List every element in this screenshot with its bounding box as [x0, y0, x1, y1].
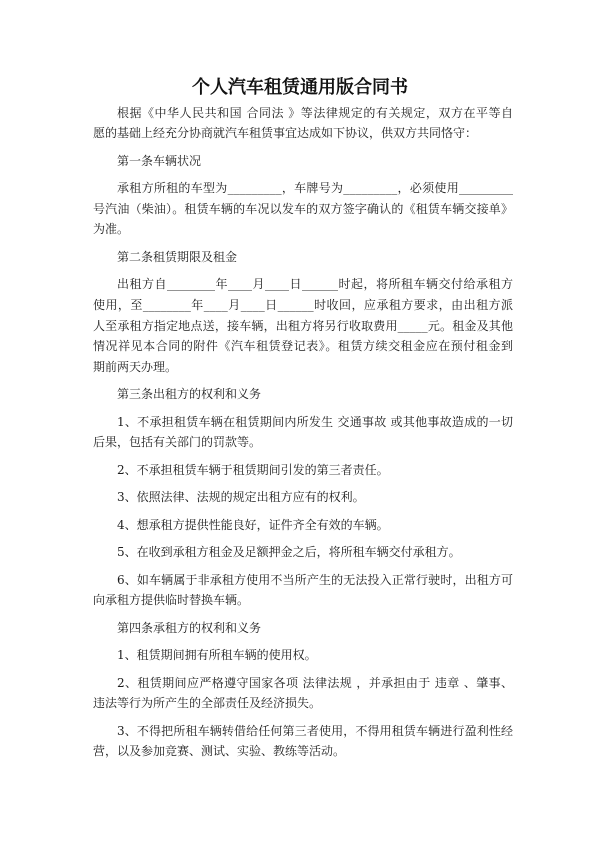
- text-line: 根据《中华人民共和国 合同法 》等法律规定的有关规定，双方在平等自: [117, 105, 513, 120]
- text-line: 期前两天办理。: [93, 359, 178, 374]
- text-line: 3、不得把所租车辆转借给任何第三者使用，不得用租赁车辆进行盈利性经: [117, 723, 513, 738]
- article-3-heading: 第三条出租方的权利和义务: [117, 387, 262, 402]
- article-3-item-3: 3、依照法律、法规的规定出租方应有的权利。: [117, 490, 365, 505]
- document-title: 个人汽车租赁通用版合同书: [192, 77, 408, 98]
- text-line: 承租方所租的车型为_________，车牌号为_________，必须使用_________: [117, 181, 513, 196]
- text-line: 出租方自________年____月____日______时起，将所租车辆交付给承租方: [117, 277, 513, 292]
- article-3-item-6: [93, 570, 513, 611]
- text-line: 为准。: [93, 222, 130, 237]
- text-line: 愿的基础上经充分协商就汽车租赁事宜达成如下协议，供双方共同恪守：: [93, 126, 478, 141]
- contract-body: [93, 103, 513, 769]
- article-2-heading: 第二条租赁期限及租金: [117, 249, 238, 264]
- article-3-item-4: 4、想承租方提供性能良好，证件齐全有效的车辆。: [117, 517, 389, 532]
- article-3-item-2: 2、不承担租赁车辆于租赁期间引发的第三者责任。: [117, 462, 389, 477]
- article-1-paragraph: [93, 178, 513, 240]
- text-line: 后果，包括有关部门的罚款等。: [93, 435, 262, 450]
- text-line: 1、不承担租赁车辆在租赁期间内所发生 交通事故 或其他事故造成的一切: [117, 414, 513, 429]
- text-line: 使用，至________年____月____日______时收回，应承租方要求，由出租方派: [93, 298, 513, 312]
- text-line: 6、如车辆属于非承租方使用不当所产生的无法投入正常行驶时，出租方可: [117, 572, 513, 587]
- article-2-paragraph: [93, 274, 513, 377]
- text-line: 营，以及参加竞赛、测试、实验、教练等活动。: [93, 744, 346, 759]
- article-4-item-2: [93, 673, 513, 714]
- text-line: 号汽油（柴油）。租赁车辆的车况以发车的双方签字确认的《租赁车辆交接单》: [93, 201, 513, 216]
- text-line: 人至承租方指定地点送，接车辆，出租方将另行收取费用_____元。租金及其他: [93, 318, 513, 333]
- article-1-heading: 第一条车辆状况: [117, 153, 202, 168]
- intro-paragraph: [93, 103, 513, 144]
- text-line: 违法等行为所产生的全部责任及经济损失。: [93, 696, 322, 711]
- article-4-item-3: [93, 721, 513, 762]
- text-line: 情况祥见本合同的附件《汽车租赁登记表》。租赁方续交租金应在预付租金到: [93, 339, 513, 354]
- text-line: 2、租赁期间应严格遵守国家各项 法律法规 ，并承担由于 违章 、肇事、: [117, 675, 513, 690]
- article-3-item-5: 5、在收到承租方租金及足额押金之后，将所租车辆交付承租方。: [117, 545, 461, 560]
- article-4-item-1: 1、租赁期间拥有所租车辆的使用权。: [117, 648, 317, 663]
- article-3-item-1: [93, 412, 513, 453]
- text-line: 向承租方提供临时替换车辆。: [93, 593, 250, 608]
- article-4-heading: 第四条承租方的权利和义务: [117, 620, 262, 635]
